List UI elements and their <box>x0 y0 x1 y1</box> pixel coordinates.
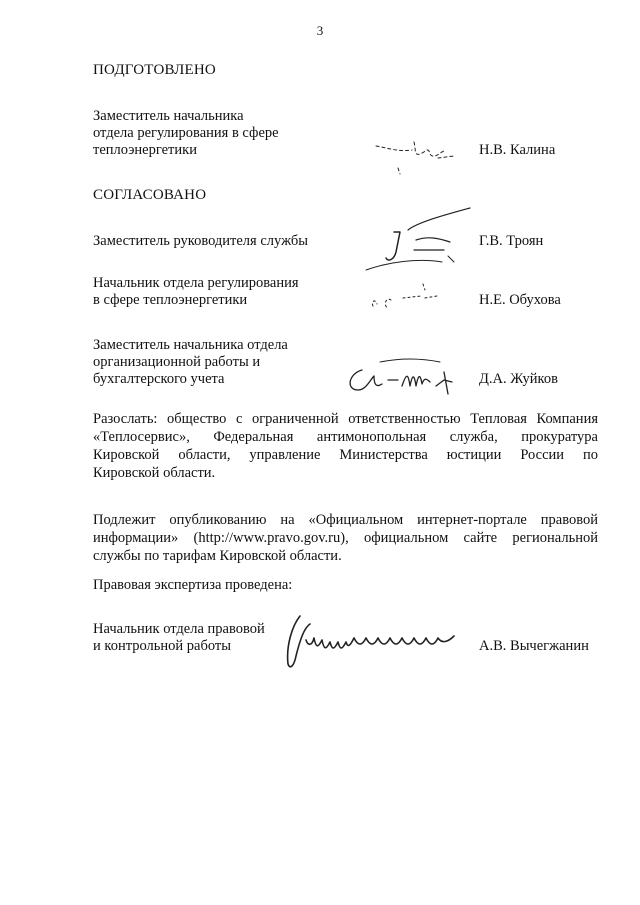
signature-obukhova <box>365 276 465 316</box>
distribution-line: Разослать: общество с ограниченной ответственностью Тепловая Компания <box>93 411 598 427</box>
position-line: Заместитель руководителя службы <box>93 233 309 249</box>
publication-line: службы по тарифам Кировской области. <box>93 548 342 564</box>
position-line: и контрольной работы <box>93 638 231 654</box>
signature-kalina <box>368 130 468 178</box>
signatory-obukhova-position <box>93 275 353 309</box>
position-line: Начальник отдела правовой <box>93 621 265 637</box>
distribution-paragraph <box>93 410 598 482</box>
position-line: Заместитель начальника отдела <box>93 337 288 353</box>
page-number: 3 <box>316 23 324 38</box>
distribution-line: «Теплосервис», Федеральная антимонопольная служба, прокуратура <box>93 429 598 445</box>
prepared-name: Н.В. Калина <box>479 142 556 158</box>
position-line: отдела регулирования в сфере <box>93 125 279 141</box>
signatory-zhuikov-name: Д.А. Жуйков <box>479 371 558 387</box>
signature-vychegzhanin <box>278 606 468 672</box>
prepared-heading: ПОДГОТОВЛЕНО <box>93 62 216 78</box>
prepared-position <box>93 108 353 159</box>
distribution-line: Кировской области, управление Министерства юстиции России по <box>93 447 598 463</box>
publication-line: информации» (http://www.pravo.gov.ru), официальном сайте региональной <box>93 530 598 546</box>
position-line: Заместитель начальника <box>93 108 244 124</box>
signatory-obukhova-name: Н.Е. Обухова <box>479 292 561 308</box>
legal-review-text: Правовая экспертиза проведена: <box>93 577 293 593</box>
signatory-troyan-position <box>93 233 353 250</box>
publication-line: Подлежит опубликованию на «Официальном интернет-портале правовой <box>93 512 598 528</box>
publication-paragraph <box>93 511 598 565</box>
position-line: теплоэнергетики <box>93 142 197 158</box>
signature-zhuikov <box>340 350 475 400</box>
agreed-heading: СОГЛАСОВАНО <box>93 187 207 203</box>
legal-review-name: А.В. Вычегжанин <box>479 638 589 654</box>
position-line: Начальник отдела регулирования <box>93 275 299 291</box>
signature-troyan <box>358 200 478 275</box>
signatory-troyan-name: Г.В. Троян <box>479 233 544 249</box>
position-line: бухгалтерского учета <box>93 371 225 387</box>
signatory-zhuikov-position <box>93 337 353 388</box>
position-line: организационной работы и <box>93 354 261 370</box>
position-line: в сфере теплоэнергетики <box>93 292 248 308</box>
distribution-line: Кировской области. <box>93 465 216 481</box>
